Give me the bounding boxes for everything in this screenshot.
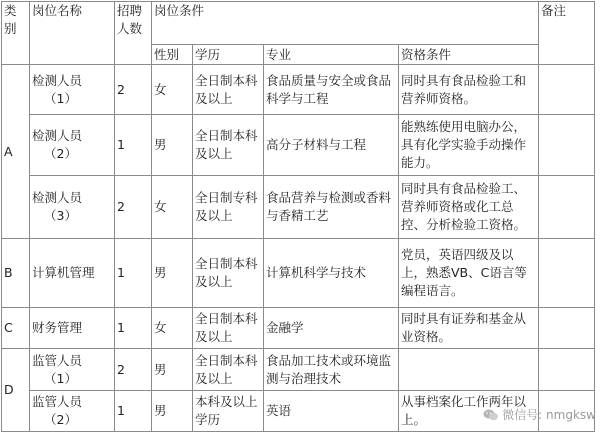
count-cell: 2: [115, 65, 152, 115]
gender-cell: 男: [152, 391, 193, 432]
major-cell: 食品质量与安全或食品科学与工程: [264, 65, 399, 115]
header-row: [2, 2, 595, 45]
qualification-cell: 同时具有食品检验工和营养师资格。: [399, 65, 539, 115]
gender-cell: 女: [152, 308, 193, 349]
position-number: （3）: [44, 208, 77, 223]
table-row: [2, 115, 595, 176]
position-number: （1）: [44, 90, 77, 106]
header-recruit: 招聘人数: [115, 2, 152, 65]
table-row: [2, 308, 595, 349]
gender-cell: 女: [152, 176, 193, 239]
job-table: [1, 1, 595, 432]
remark-cell: [539, 239, 595, 308]
position-cell: [30, 349, 115, 391]
table-row: [2, 239, 595, 308]
position-number: （2）: [44, 412, 77, 427]
position-cell: [30, 65, 115, 115]
education-cell: 全日制专科及以上: [193, 176, 264, 239]
qualification-cell: 同时具有食品检验工、营养师资格或化工总控、分析检验工资格。: [399, 176, 539, 239]
category-cell: B: [2, 239, 30, 308]
category-cell: C: [2, 308, 30, 349]
remark-cell: [539, 176, 595, 239]
qualification-cell: 能熟练使用电脑办公，具有化学实验手动操作能力。: [399, 115, 539, 176]
major-cell: 高分子材料与工程: [264, 115, 399, 176]
education-cell: 全日制本科及以上: [193, 239, 264, 308]
major-cell: 计算机科学与技术: [264, 239, 399, 308]
remark-cell: [539, 349, 595, 391]
table-row: [2, 349, 595, 391]
position-name: 监管人员: [32, 352, 83, 368]
education-cell: 全日制本科及以上: [193, 115, 264, 176]
qualification-cell: 从事档案化工作两年以上。: [399, 391, 539, 432]
wechat-icon: [483, 408, 499, 422]
category-cell: A: [2, 65, 30, 239]
education-cell: 全日制本科及以上: [193, 65, 264, 115]
table-row: [2, 176, 595, 239]
position-cell: 财务管理: [30, 308, 115, 349]
position-cell: 计算机管理: [30, 239, 115, 308]
count-cell: 2: [115, 176, 152, 239]
position-number: （1）: [44, 370, 77, 386]
wechat-watermark: [483, 406, 596, 423]
header-qualification: 资格条件: [399, 45, 539, 65]
education-cell: 全日制本科及以上: [193, 308, 264, 349]
gender-cell: 男: [152, 239, 193, 308]
count-cell: 1: [115, 308, 152, 349]
header-remark: 备注: [539, 2, 595, 65]
remark-cell: [539, 115, 595, 176]
position-number: （2）: [44, 146, 77, 161]
header-gender: 性别: [152, 45, 193, 65]
gender-cell: 男: [152, 349, 193, 391]
qualification-cell: 党员，英语四级及以上，熟悉VB、C语言等编程语言。: [399, 239, 539, 308]
gender-cell: 男: [152, 115, 193, 176]
count-cell: 1: [115, 391, 152, 432]
header-education: 学历: [193, 45, 264, 65]
major-cell: 食品营养与检测或香料与香精工艺: [264, 176, 399, 239]
education-cell: 本科及以上学历: [193, 391, 264, 432]
position-cell: [30, 391, 115, 432]
count-cell: 1: [115, 239, 152, 308]
count-cell: 1: [115, 115, 152, 176]
remark-cell: [539, 65, 595, 115]
table-row: [2, 65, 595, 115]
position-name: 检测人员: [32, 128, 83, 143]
header-conditions: 岗位条件: [152, 2, 539, 45]
position-name: 检测人员: [32, 190, 83, 205]
remark-cell: [539, 308, 595, 349]
count-cell: 2: [115, 349, 152, 391]
gender-cell: 女: [152, 65, 193, 115]
position-cell: [30, 115, 115, 176]
header-position: 岗位名称: [30, 2, 115, 65]
position-name: 检测人员: [32, 72, 83, 88]
position-cell: [30, 176, 115, 239]
watermark-text: 微信号: nmgksw: [502, 408, 596, 422]
major-cell: 金融学: [264, 308, 399, 349]
header-major: 专业: [264, 45, 399, 65]
education-cell: 全日制本科及以上: [193, 349, 264, 391]
category-cell: D: [2, 349, 30, 432]
position-name: 监管人员: [32, 394, 83, 409]
major-cell: 英语: [264, 391, 399, 432]
qualification-cell: 同时具有证券和基金从业资格。: [399, 308, 539, 349]
major-cell: 食品加工技术或环境监测与治理技术: [264, 349, 399, 391]
qualification-cell: [399, 349, 539, 391]
header-category: 类别: [2, 2, 30, 65]
